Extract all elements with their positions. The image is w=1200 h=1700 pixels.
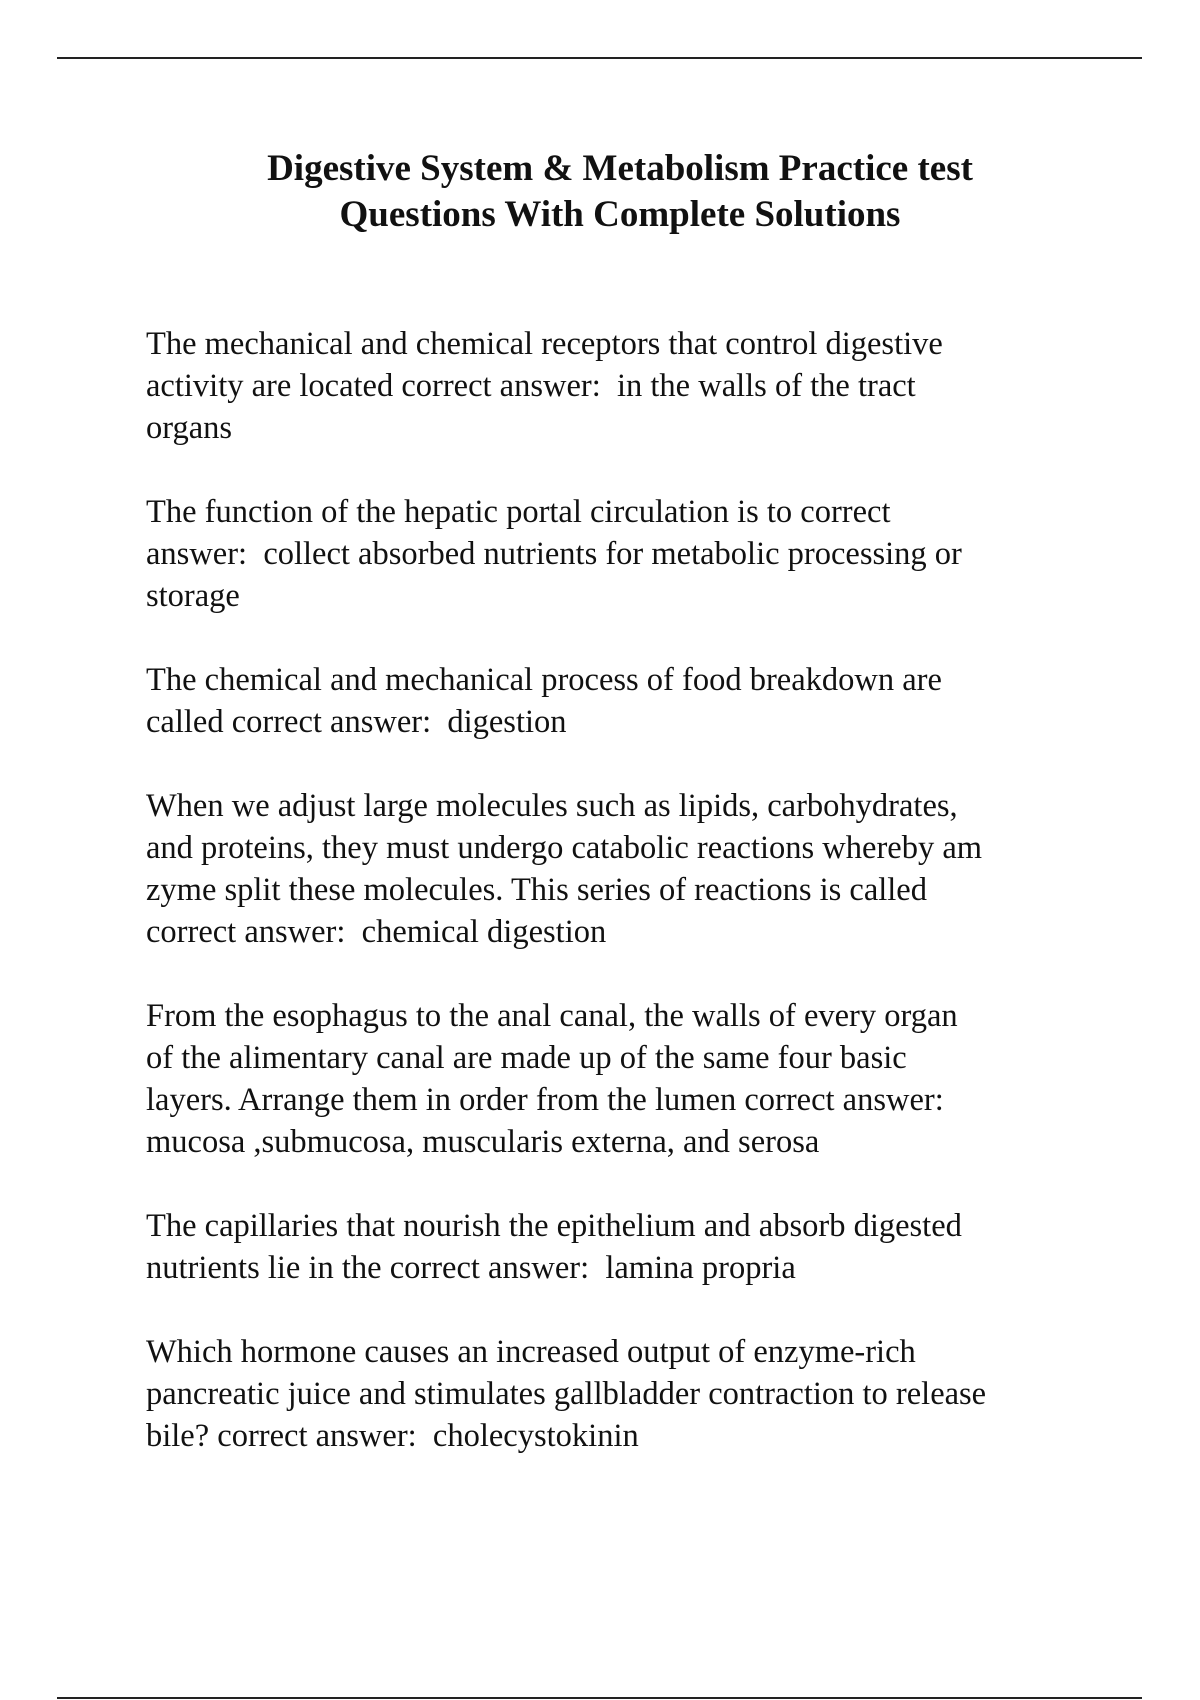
qa-item bbox=[146, 1205, 1146, 1289]
qa-item bbox=[146, 323, 1146, 449]
qa-item bbox=[146, 785, 1146, 953]
qa-line: organs bbox=[146, 410, 233, 446]
qa-line: When we adjust large molecules such as lipids, carbohydrates, bbox=[146, 788, 958, 824]
qa-line: called correct answer: digestion bbox=[146, 704, 567, 740]
qa-item bbox=[146, 491, 1146, 617]
qa-line: activity are located correct answer: in the walls of the tract bbox=[146, 368, 916, 404]
title-line: Digestive System & Metabolism Practice test bbox=[267, 148, 973, 189]
title-line: Questions With Complete Solutions bbox=[339, 194, 901, 235]
qa-line: answer: collect absorbed nutrients for metabolic processing or bbox=[146, 536, 962, 572]
qa-line: mucosa ,submucosa, muscularis externa, and serosa bbox=[146, 1124, 820, 1160]
document-title bbox=[0, 146, 1200, 238]
qa-line: The capillaries that nourish the epithelium and absorb digested bbox=[146, 1208, 962, 1244]
qa-item bbox=[146, 995, 1146, 1163]
qa-line: zyme split these molecules. This series of reactions is called bbox=[146, 872, 927, 908]
qa-line: of the alimentary canal are made up of the same four basic bbox=[146, 1040, 907, 1076]
qa-item bbox=[146, 1331, 1146, 1457]
qa-line: storage bbox=[146, 578, 240, 614]
qa-line: From the esophagus to the anal canal, the walls of every organ bbox=[146, 998, 958, 1034]
qa-line: correct answer: chemical digestion bbox=[146, 914, 607, 950]
qa-line: pancreatic juice and stimulates gallbladder contraction to release bbox=[146, 1376, 987, 1412]
bottom-divider bbox=[57, 1697, 1142, 1699]
qa-line: The function of the hepatic portal circulation is to correct bbox=[146, 494, 891, 530]
qa-line: layers. Arrange them in order from the lumen correct answer: bbox=[146, 1082, 944, 1118]
qa-line: The chemical and mechanical process of food breakdown are bbox=[146, 662, 942, 698]
qa-list bbox=[146, 323, 1146, 1499]
qa-line: The mechanical and chemical receptors that control digestive bbox=[146, 326, 943, 362]
qa-item bbox=[146, 659, 1146, 743]
qa-line: nutrients lie in the correct answer: lamina propria bbox=[146, 1250, 796, 1286]
qa-line: bile? correct answer: cholecystokinin bbox=[146, 1418, 639, 1454]
qa-line: and proteins, they must undergo catabolic reactions whereby am bbox=[146, 830, 983, 866]
qa-line: Which hormone causes an increased output of enzyme-rich bbox=[146, 1334, 916, 1370]
top-divider bbox=[57, 57, 1142, 59]
